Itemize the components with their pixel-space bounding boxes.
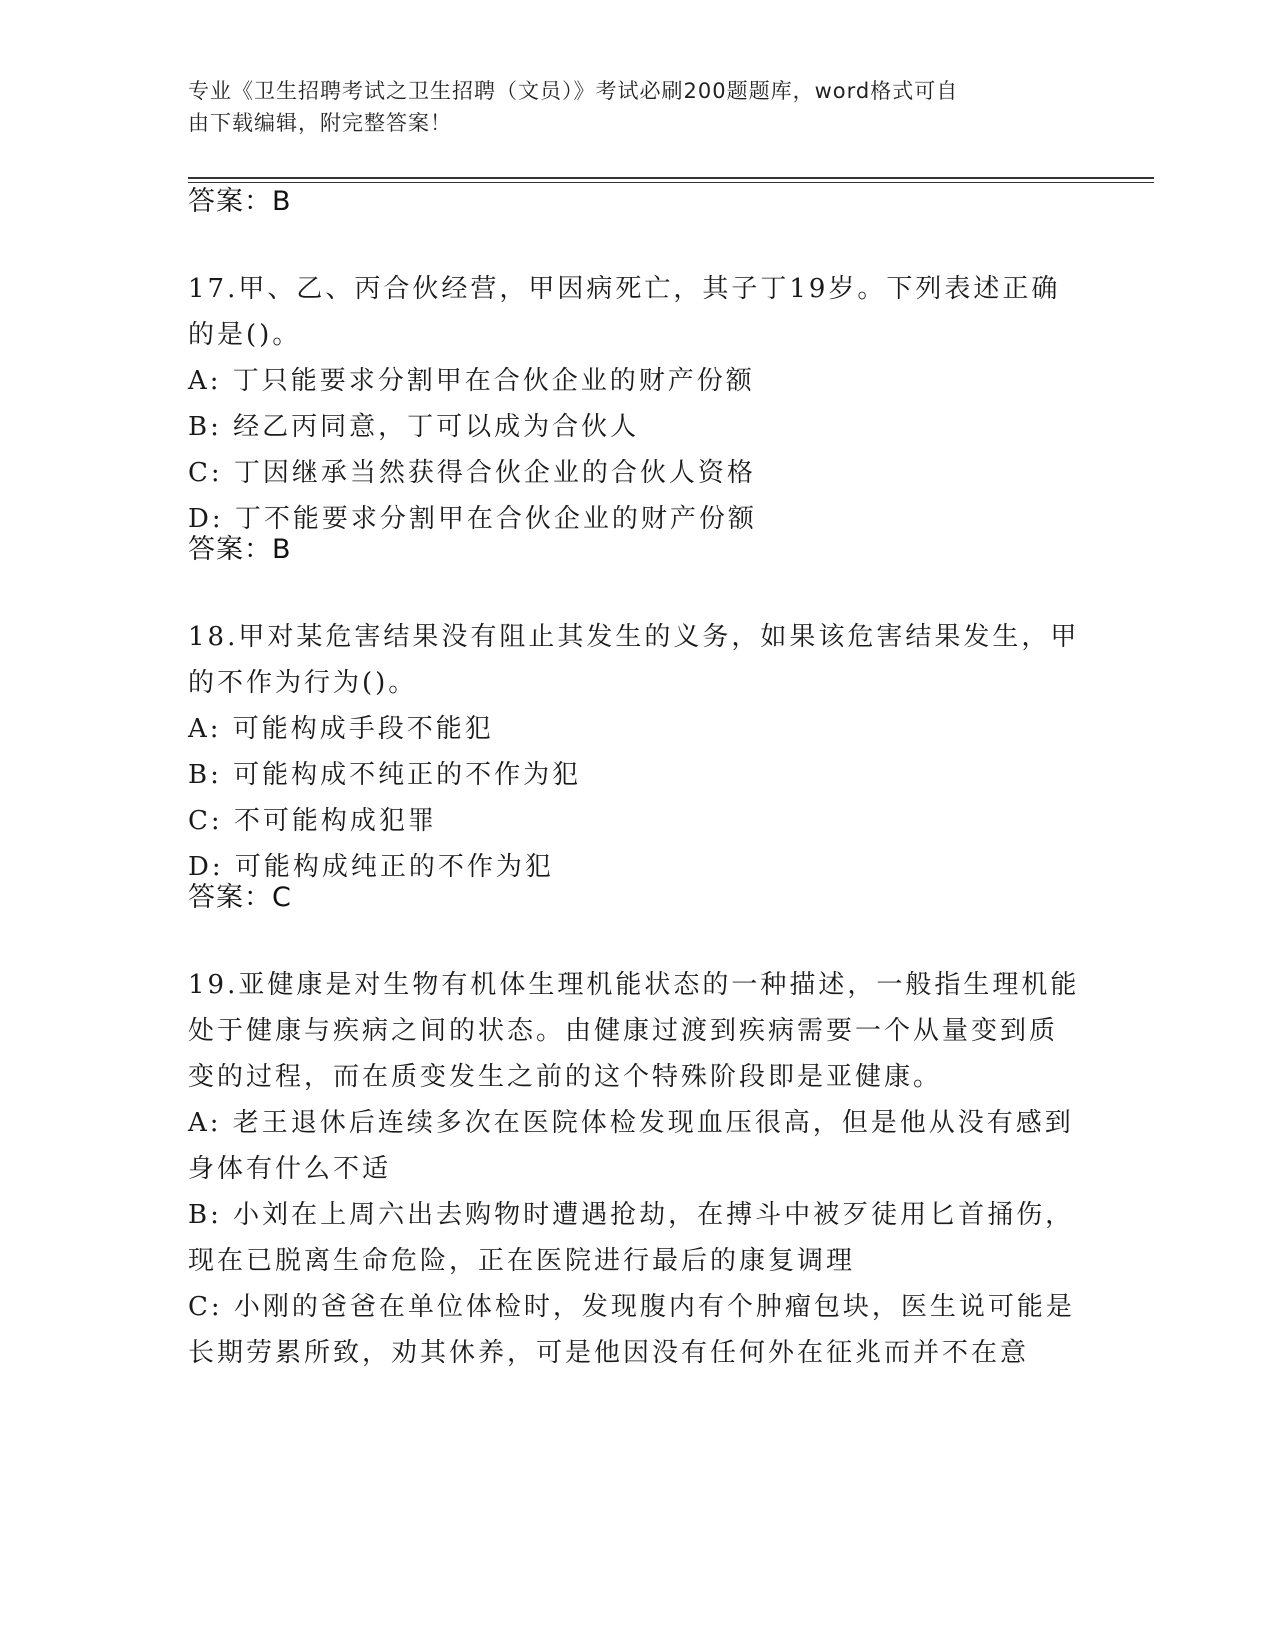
header-rule-thin [188, 182, 1154, 183]
page-header [188, 75, 1068, 139]
header-line-1: 专业《卫生招聘考试之卫生招聘（文员）》考试必刷200题题库，word格式可自 [188, 79, 959, 103]
option-c: C: 不可能构成犯罪 [188, 806, 437, 836]
header-rule-thick [188, 177, 1154, 179]
question-stem-line: 的是()。 [188, 320, 302, 350]
answer-q16: 答案：B [188, 186, 292, 217]
question-17 [188, 266, 1088, 542]
question-stem-line: 17.甲、乙、丙合伙经营，甲因病死亡，其子丁19岁。下列表述正确 [188, 274, 1061, 304]
option-a: A: 老王退休后连续多次在医院体检发现血压很高，但是他从没有感到 [188, 1108, 1074, 1138]
option-b-continued: 现在已脱离生命危险，正在医院进行最后的康复调理 [188, 1246, 856, 1276]
answer-q17: 答案：B [188, 534, 292, 565]
option-b: B: 可能构成不纯正的不作为犯 [188, 760, 582, 790]
question-stem-line: 19.亚健康是对生物有机体生理机能状态的一种描述，一般指生理机能 [188, 970, 1080, 1000]
question-stem-line: 18.甲对某危害结果没有阻止其发生的义务，如果该危害结果发生，甲 [188, 622, 1080, 652]
header-line-2: 由下载编辑，附完整答案！ [188, 111, 452, 135]
question-stem-line: 处于健康与疾病之间的状态。由健康过渡到疾病需要一个从量变到质 [188, 1016, 1059, 1046]
option-d: D: 可能构成纯正的不作为犯 [188, 852, 554, 882]
option-c: C: 丁因继承当然获得合伙企业的合伙人资格 [188, 458, 756, 488]
answer-q18: 答案：C [188, 882, 292, 913]
option-c: C: 小刚的爸爸在单位体检时，发现腹内有个肿瘤包块，医生说可能是 [188, 1292, 1075, 1322]
question-18 [188, 614, 1088, 890]
option-b: B: 经乙丙同意，丁可以成为合伙人 [188, 412, 640, 442]
option-a: A: 丁只能要求分割甲在合伙企业的财产份额 [188, 366, 755, 396]
question-stem-line: 变的过程，而在质变发生之前的这个特殊阶段即是亚健康。 [188, 1062, 943, 1092]
option-a: A: 可能构成手段不能犯 [188, 714, 494, 744]
question-stem-line: 的不作为行为()。 [188, 668, 418, 698]
option-b: B: 小刘在上周六出去购物时遭遇抢劫，在搏斗中被歹徒用匕首捅伤， [188, 1200, 1075, 1230]
option-d: D: 丁不能要求分割甲在合伙企业的财产份额 [188, 504, 757, 534]
option-a-continued: 身体有什么不适 [188, 1154, 392, 1184]
option-c-continued: 长期劳累所致，劝其休养，可是他因没有任何外在征兆而并不在意 [188, 1338, 1030, 1368]
question-19 [188, 962, 1088, 1376]
